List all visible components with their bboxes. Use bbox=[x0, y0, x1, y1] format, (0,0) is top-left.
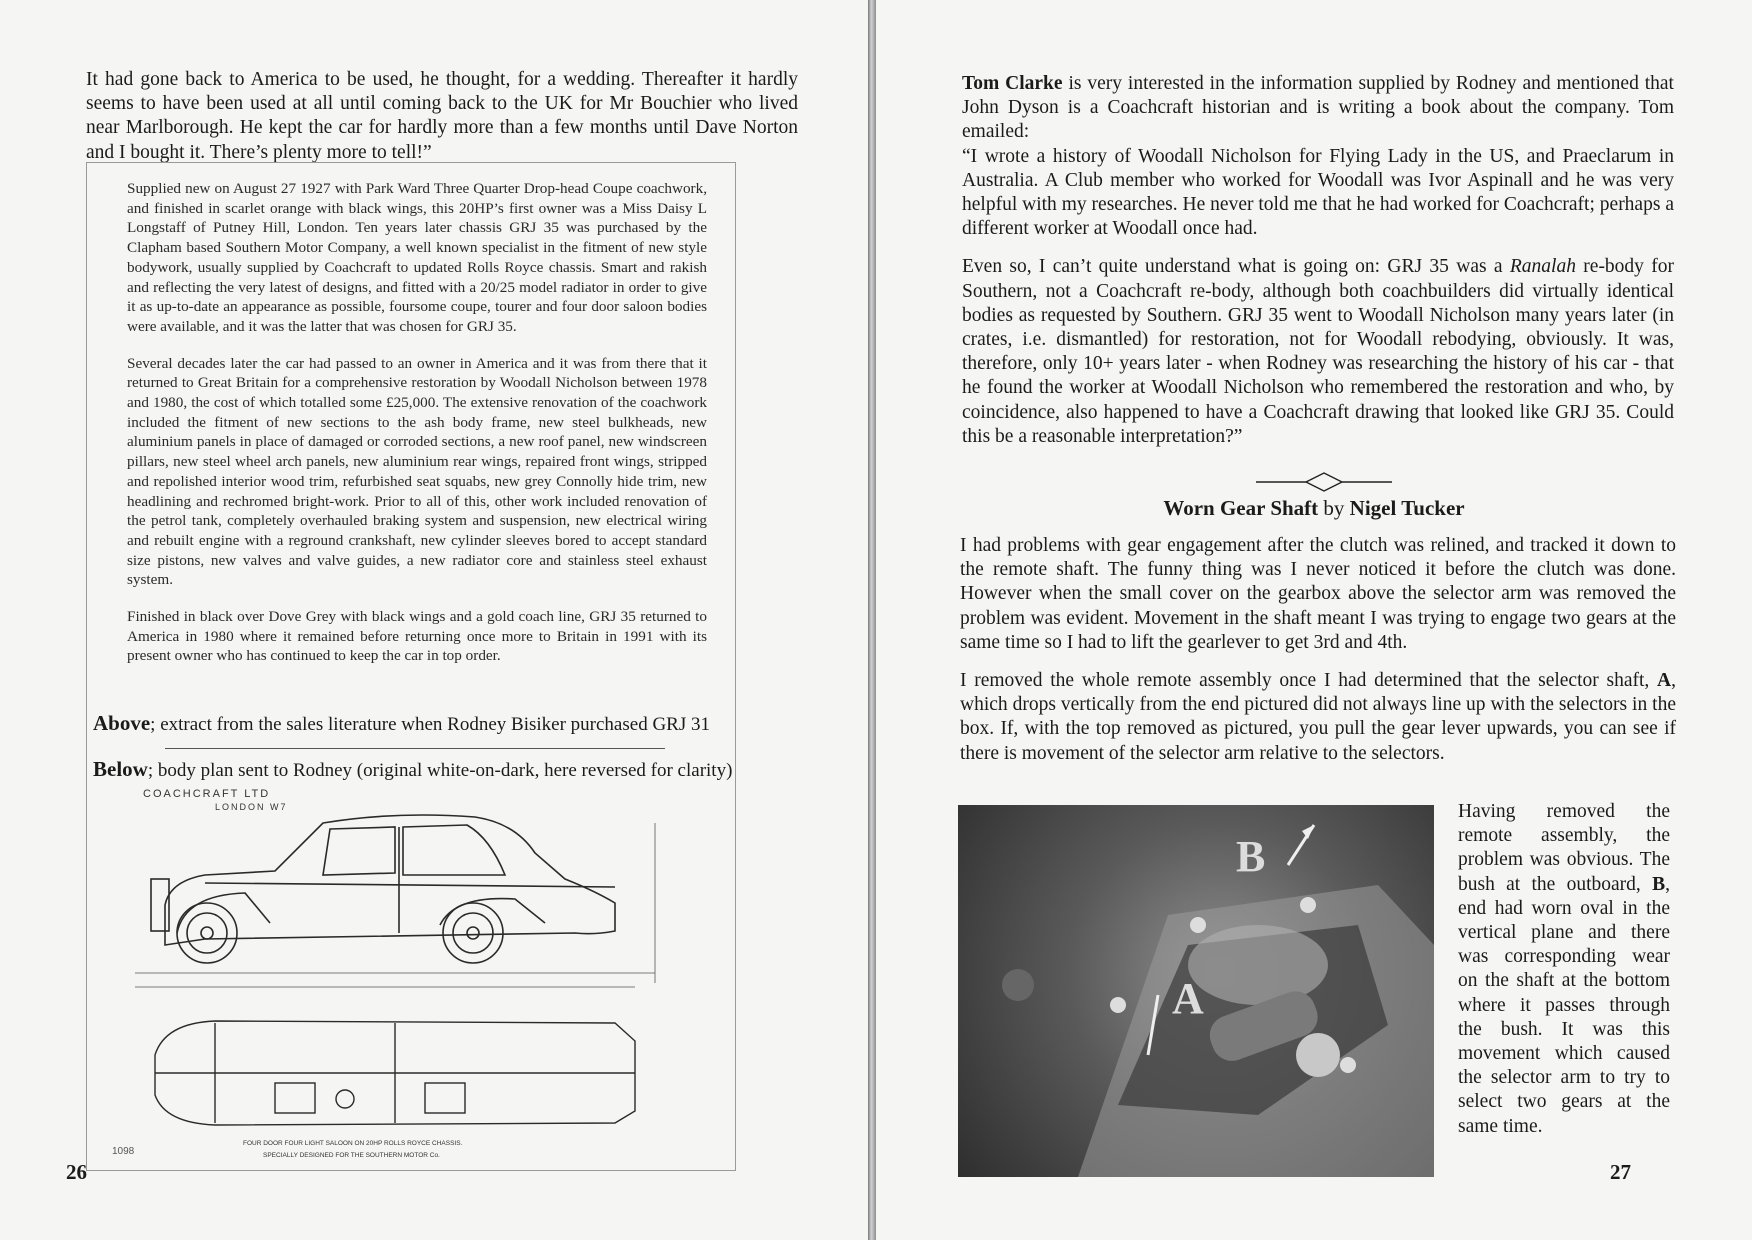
gear-shaft-photo bbox=[958, 805, 1434, 1177]
article-heading bbox=[876, 496, 1752, 521]
even-so-text: re-body for Southern, not a Coachcraft re-body, although both coachbuilders did virtually identical bodies as requested by Southern. GRJ 35 went to Woodall Nicholson many years later (in crates, i.e. dismantled) for restoration, not for Woodall rebodying, obviously. It was, therefore, only 10+ years later - when Rodney was researching the history of his car - that he found the worker at Woodall Nicholson who remembered the restoration and who, by coincidence, also happened to have a Coachcraft drawing that looked like GRJ 35. Could this be a reasonable interpretation?” bbox=[962, 256, 1674, 447]
photo-label-a: A bbox=[1172, 974, 1204, 1023]
car-plan-view bbox=[155, 1021, 635, 1125]
photo-label-b: B bbox=[1236, 832, 1266, 881]
intro-text: It had gone back to America to be used, he thought, for a wedding. Thereafter it hardly seems to have been used at all until coming back to the UK for Mr Bouchier who lived near Marlborough. He kept the car for hardly more than a few months until Dave Norton and I bought it. There’s plenty more to tell!” bbox=[86, 69, 798, 163]
extract-paragraph: Finished in black over Dove Grey with black wings and a gold coach line, GRJ 35 returned to America in 1980 where it remained before returning once more to Britain in 1991 with its present owner who has continued to keep the car in top order. bbox=[127, 608, 707, 665]
article-text: I removed the whole remote assembly once I had determined that the selector shaft, bbox=[960, 670, 1658, 692]
car-side-elevation bbox=[151, 815, 615, 963]
sales-extract-box bbox=[86, 162, 736, 1171]
extract-paragraph: Several decades later the car had passed to an owner in America and it was from there that it returned to Great Britain for a comprehensive restoration by Woodall Nicholson between 1978 and 1980, the cost of which totalled some £25,000. The extensive renovation of the coachwork included the fitment of new sections to the ash body frame, new steel bulkheads, new aluminium panels in place of damaged or corroded sections, a new roof panel, new windscreen pillars, new steel wheel arch panels, new aluminium rear wings, repaired front wings, stripped and repolished interior wood trim, refurbished seat squabs, new grey Connolly hide trim, new headlining and rechromed bright-work. Prior to all of this, other work included renovation of the petrol tank, completely overhauled braking system and suspension, new electrical wiring and rebuilt engine with a reground crankshaft, new cylinder sleeves bored to accept standard size pistons, new valves and valve guides, a new radiator core and stainless steel exhaust system. bbox=[127, 354, 707, 589]
article-title: Worn Gear Shaft bbox=[1163, 496, 1319, 520]
left-page bbox=[0, 0, 868, 1240]
article-by: by bbox=[1318, 496, 1350, 520]
ranalah-term: Ranalah bbox=[1509, 256, 1576, 278]
even-so-paragraph bbox=[962, 255, 1674, 449]
drawing-note: FOUR DOOR FOUR LIGHT SALOON ON 20HP ROLLS ROYCE CHASSIS. bbox=[243, 1140, 463, 1147]
tom-name: Tom Clarke bbox=[962, 73, 1063, 94]
article-text: , which drops vertically from the end pictured did not always line up with the selectors in the box. If, with the top removed as pictured, you pull the gear lever upwards, you can see if there is movement of the selector arm relative to the selectors. bbox=[960, 670, 1676, 764]
caption-above bbox=[93, 711, 733, 737]
gear-shaft-article bbox=[960, 534, 1676, 780]
label-a: A bbox=[1657, 670, 1672, 692]
side-text: Having removed the remote assembly, the problem was obvious. The bush at the outboard, bbox=[1458, 801, 1670, 895]
even-so-text: Even so, I can’t quite understand what is going on: GRJ 35 was a bbox=[962, 256, 1510, 278]
section-divider-ornament bbox=[1256, 470, 1392, 494]
drawing-ref: 1098 bbox=[112, 1146, 135, 1157]
caption-below-label: Below bbox=[93, 757, 148, 781]
tom-intro bbox=[962, 72, 1674, 145]
tom-intro-text: is very interested in the information supplied by Rodney and mentioned that John Dyson is a Coachcraft historian and is writing a book about the company. Tom emailed: bbox=[962, 73, 1674, 143]
right-page bbox=[876, 0, 1752, 1240]
book-gutter bbox=[868, 0, 876, 1240]
extract-paragraph: Supplied new on August 27 1927 with Park Ward Three Quarter Drop-head Coupe coachwork, and finished in scarlet orange with black wings, this 20HP’s first owner was a Miss Daisy L Longstaff of Putney Hill, London. Ten years later chassis GRJ 35 was purchased by the Clapham based Southern Motor Company, a well known specialist in the fitment of new style bodywork, usually supplied by Coachcraft to updated Rolls Royce chassis. Smart and rakish and reflecting the very latest of designs, and fitted with a 20/25 model radiator in order to give it as up-to-date an appearance as possible, foursome coupe, tourer and four door saloon bodies were available, and it was the latter that was chosen for GRJ 35. bbox=[127, 180, 707, 335]
tom-quote: “I wrote a history of Woodall Nicholson for Flying Lady in the US, and Praeclarum in Australia. A Club member who worked for Woodall was Ivor Aspinall and he was very helpful with my researches. He never told me that he had worked for Coachcraft; perhaps a different worker at Woodall once had. bbox=[962, 145, 1674, 240]
drawing-note: SPECIALLY DESIGNED FOR THE SOUTHERN MOTOR Co. bbox=[263, 1152, 440, 1159]
photo-side-text bbox=[1458, 800, 1670, 1139]
caption-below bbox=[93, 757, 733, 783]
intro-paragraph bbox=[86, 68, 798, 165]
tom-clarke-section bbox=[962, 72, 1674, 463]
label-b: B bbox=[1652, 873, 1666, 895]
caption-above-text: ; extract from the sales literature when Rodney Bisiker purchased GRJ 31 bbox=[150, 714, 710, 735]
page-number: 27 bbox=[1610, 1160, 1631, 1184]
article-paragraph bbox=[960, 669, 1676, 766]
side-text: , end had worn oval in the vertical plane and there was corresponding wear on the shaft at the bottom where it passes through the bush. It was this movement which caused the selector arm to try to select two gears at the same time. bbox=[1458, 873, 1670, 1137]
sales-extract bbox=[127, 179, 707, 683]
coachwork-body-plan bbox=[95, 783, 727, 1163]
drawing-title-line: COACHCRAFT LTD bbox=[143, 788, 271, 800]
caption-above-label: Above bbox=[93, 711, 151, 735]
page-number: 26 bbox=[66, 1160, 87, 1184]
drawing-title-line: LONDON W7 bbox=[215, 802, 288, 812]
article-paragraph: I had problems with gear engagement after the clutch was relined, and tracked it down to the remote shaft. The funny thing was I never noticed it before the clutch was done. However when the small cover on the gearbox above the selector arm was removed the problem was evident. Movement in the shaft meant I was trying to engage two gears at the same time so I had to lift the gearlever to get 3rd and 4th. bbox=[960, 535, 1676, 653]
caption-below-text: ; body plan sent to Rodney (original white-on-dark, here reversed for clarity) bbox=[147, 760, 733, 781]
caption-divider bbox=[165, 748, 665, 749]
article-author: Nigel Tucker bbox=[1349, 496, 1465, 520]
